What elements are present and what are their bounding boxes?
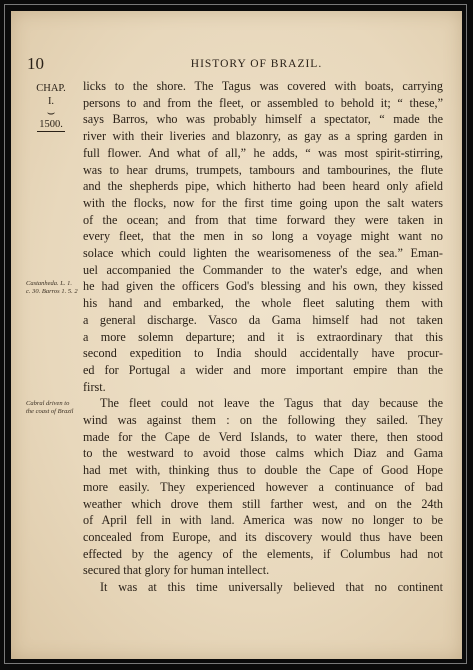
text-line: concealed from Europe, and its discovery would thus have been — [83, 529, 443, 544]
text-line: uel accompanied the Commander to the water's edge, and when — [83, 262, 443, 277]
text-line: every fleet, that the men in so long a voyage might want no — [83, 229, 443, 244]
page-number: 10 — [27, 54, 44, 73]
text-line: a more solemn departure; and it is extraordinary that this — [83, 329, 443, 344]
text-line: second expedition to India should accidentally have procur- — [83, 346, 443, 361]
text-line: river with their liveries and blazonry, as gay as a spring garden in — [83, 129, 443, 144]
running-head: HISTORY OF BRAZIL. — [190, 58, 323, 70]
text-line: licks to the shore. The Tagus was covered with boats, carrying — [83, 79, 443, 93]
text-line: ed for Portugal a wider and more important empire than the — [83, 362, 443, 377]
text-line: persons to and from the fleet, or assembled to behold it; “ these,” — [83, 95, 443, 110]
text-line: he had given the officers God's blessing and his own, they kissed — [83, 279, 443, 294]
text-line: of April fell in with land. America was now no longer to be — [83, 513, 443, 528]
text-line: made for the Cape de Verd Islands, to water there, then stood — [83, 429, 443, 444]
text-line: The fleet could not leave the Tagus that day because the — [100, 396, 443, 411]
text-line: with the flocks, now for the first time going upon the salt waters — [83, 195, 443, 210]
paragraph — [83, 579, 443, 596]
body-text — [83, 78, 443, 596]
chapter-year: 1500. — [39, 119, 63, 130]
paragraph — [83, 395, 443, 579]
chapter-label: CHAP. — [36, 83, 66, 94]
text-line: effected by the agency of the elements, if Columbus had not — [83, 546, 443, 561]
chapter-marker — [28, 82, 74, 132]
text-line: weather which drove them still farther west, and on the 24th — [83, 496, 443, 511]
text-line: of the ocean; and from that time forward they were taken in — [83, 212, 443, 227]
margin-note-cabral: Cabral driven to the coast of Brazil — [26, 400, 74, 415]
text-line: It was at this time universally believed that no continent — [100, 580, 443, 595]
text-line: wind was against them : on the following they sailed. They — [83, 413, 443, 428]
text-line: says Barros, who was probably himself a spectator, “ made the — [83, 112, 443, 127]
text-line: to the westward to avoid those calms which Diaz and Gama — [83, 446, 443, 461]
text-line: first. — [83, 379, 106, 394]
text-line: solace which could lighten the wearisomeness of the sea.” Eman- — [83, 246, 443, 261]
text-line: full flower. And what of all,” he adds, “ was most spirit-stirring, — [83, 145, 443, 160]
brace-icon: ⌣ — [46, 105, 56, 120]
book-page — [11, 11, 462, 659]
chapter-number: I. — [47, 96, 55, 107]
text-line: his hand and embarked, the whole fleet saluting them with — [83, 296, 443, 311]
text-line: secured that glory for human intellect. — [83, 563, 270, 578]
text-line: had met with, thinking thus to double the Cape of Good Hope — [83, 463, 443, 478]
text-line: a general discharge. Vasco da Gama himself had not taken — [83, 312, 443, 327]
text-line: and the shepherds pipe, which hitherto had been heard only afield — [83, 179, 443, 194]
paragraph — [83, 78, 443, 395]
text-line: more easily. They experienced however a continuance of bad — [83, 479, 443, 494]
text-line: was to hear drums, trumpets, tambours and tambourines, the flute — [83, 162, 443, 177]
margin-note-sources: Castanheda. L. 1. c. 30. Barros 1. 5. 2 — [26, 280, 78, 295]
